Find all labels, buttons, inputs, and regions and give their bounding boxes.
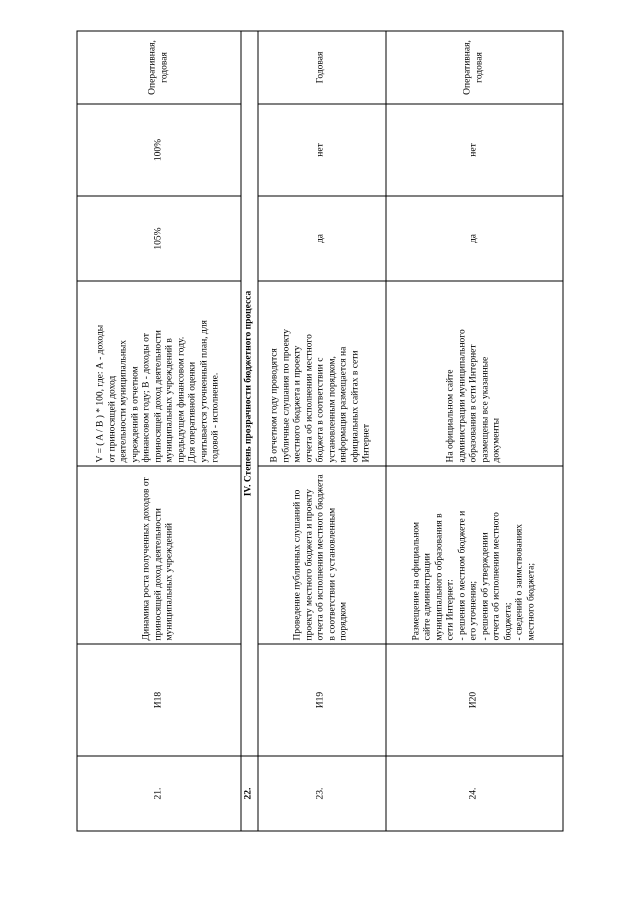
row-number: 21.	[77, 756, 241, 831]
indicator-code: И20	[386, 644, 563, 756]
value-b: нет	[258, 104, 386, 196]
indicator-table-rotated	[77, 31, 564, 831]
indicator-code: И19	[258, 644, 386, 756]
row-number: 22.	[241, 756, 258, 831]
indicator-code: И18	[77, 644, 241, 756]
value-a: да	[386, 196, 563, 281]
section-row	[241, 31, 258, 831]
table-row	[258, 31, 386, 831]
period: Оперативная, годовая	[77, 31, 241, 104]
table-row	[77, 31, 241, 831]
value-a: 105%	[77, 196, 241, 281]
indicator-name: Размещение на официальном сайте администрации муниципального образования в сети Интернет: - решения о местном бюджете и его уточнения; - решения об утверждении отчета об исполнении местного бюджета; - сведений о заимствованиях местного бюджета;	[386, 466, 563, 644]
value-b: 100%	[77, 104, 241, 196]
indicator-name: Проведение публичных слушаний по проекту местного бюджета и проекту отчета об исполнении местного бюджета в соответствии с установленным порядком	[258, 466, 386, 644]
row-number: 24.	[386, 756, 563, 831]
value-b: нет	[386, 104, 563, 196]
period: Годовая	[258, 31, 386, 104]
row-number: 23.	[258, 756, 386, 831]
period: Оперативная, годовая	[386, 31, 563, 104]
section-title: IV. Степень прозрачности бюджетного процесса	[241, 31, 258, 756]
indicator-formula: В отчетном году проводятся публичные слушания по проекту местного бюджета и проекту отчета об исполнении местного бюджета в соответствии с установленным порядком, информация размещается на официальных сайтах в сети Интернет	[258, 281, 386, 466]
indicator-formula: На официальном сайте администрации муниципального образования в сети Интернет размещены все указанные документы	[386, 281, 563, 466]
indicator-name: Динамика роста полученных доходов от приносящей доход деятельности муниципальных учреждений	[77, 466, 241, 644]
indicator-formula: V = ( A / B ) * 100, где: А - доходы от приносящей доход деятельности муниципальных учреждений в отчетном финансовом году; В - доходы от приносящей доход деятельности муниципальных учреждений в предыдущем финансовом году. Для оперативной оценки учитывается уточненный план, для годовой - исполнение.	[77, 281, 241, 466]
indicator-table	[77, 30, 564, 831]
value-a: да	[258, 196, 386, 281]
table-row	[386, 31, 563, 831]
